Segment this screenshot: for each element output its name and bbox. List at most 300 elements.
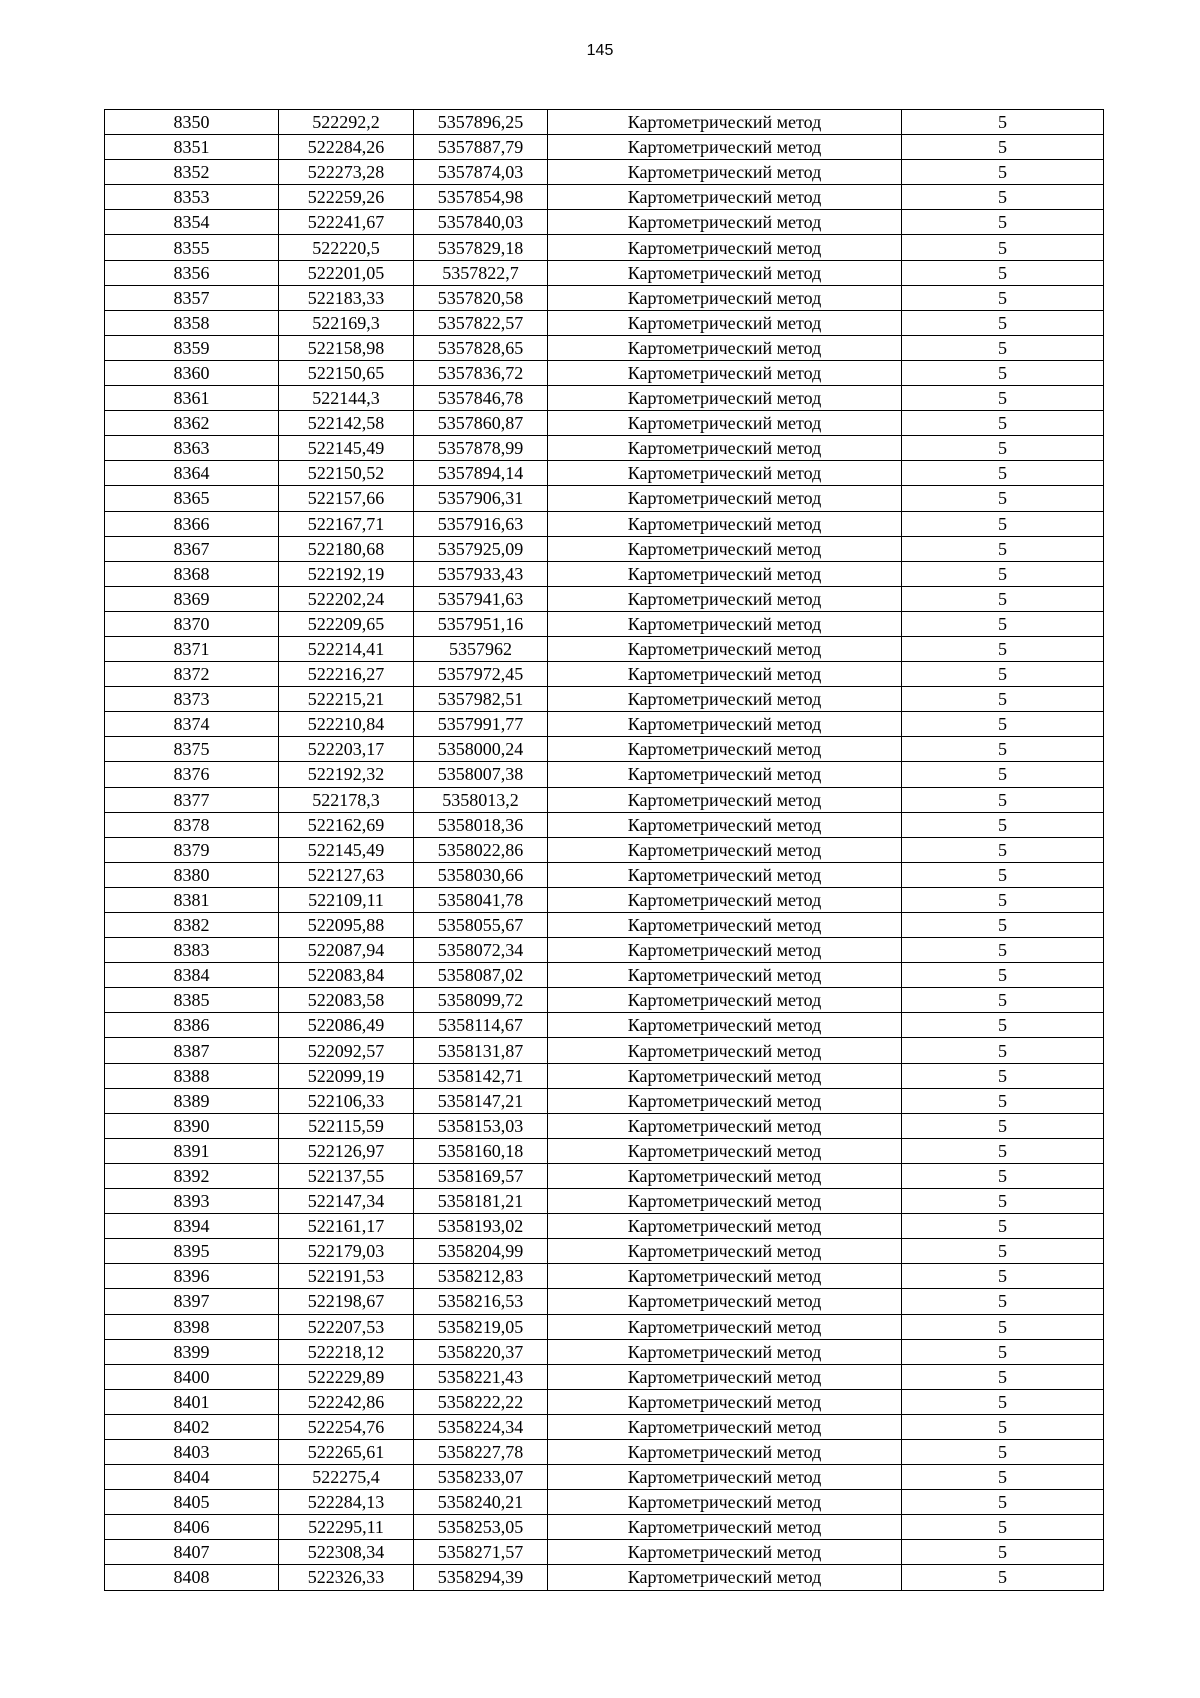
x-coordinate-cell: 522198,67 [279,1289,414,1314]
y-coordinate-cell: 5358240,21 [414,1490,548,1515]
x-coordinate-cell: 522115,59 [279,1113,414,1138]
method-cell: Картометрический метод [548,1189,902,1214]
point-number-cell: 8405 [105,1490,279,1515]
accuracy-cell: 5 [902,285,1104,310]
y-coordinate-cell: 5357822,7 [414,260,548,285]
x-coordinate-cell: 522292,2 [279,110,414,135]
y-coordinate-cell: 5358204,99 [414,1239,548,1264]
accuracy-cell: 5 [902,913,1104,938]
y-coordinate-cell: 5358153,03 [414,1113,548,1138]
method-cell: Картометрический метод [548,862,902,887]
table-row [105,988,1104,1013]
accuracy-cell: 5 [902,636,1104,661]
accuracy-cell: 5 [902,135,1104,160]
point-number-cell: 8366 [105,511,279,536]
method-cell: Картометрический метод [548,1515,902,1540]
method-cell: Картометрический метод [548,1339,902,1364]
point-number-cell: 8375 [105,737,279,762]
method-cell: Картометрический метод [548,386,902,411]
y-coordinate-cell: 5357822,57 [414,310,548,335]
method-cell: Картометрический метод [548,1389,902,1414]
y-coordinate-cell: 5357878,99 [414,436,548,461]
point-number-cell: 8379 [105,837,279,862]
point-number-cell: 8359 [105,335,279,360]
x-coordinate-cell: 522207,53 [279,1314,414,1339]
table-row [105,1113,1104,1138]
x-coordinate-cell: 522215,21 [279,687,414,712]
accuracy-cell: 5 [902,712,1104,737]
y-coordinate-cell: 5357829,18 [414,235,548,260]
accuracy-cell: 5 [902,185,1104,210]
method-cell: Картометрический метод [548,988,902,1013]
table-row [105,662,1104,687]
accuracy-cell: 5 [902,486,1104,511]
point-number-cell: 8400 [105,1364,279,1389]
method-cell: Картометрический метод [548,235,902,260]
x-coordinate-cell: 522202,24 [279,586,414,611]
coordinates-table [104,109,1104,1591]
method-cell: Картометрический метод [548,812,902,837]
method-cell: Картометрический метод [548,1565,902,1590]
method-cell: Картометрический метод [548,1439,902,1464]
method-cell: Картометрический метод [548,1314,902,1339]
point-number-cell: 8365 [105,486,279,511]
point-number-cell: 8407 [105,1540,279,1565]
point-number-cell: 8358 [105,310,279,335]
method-cell: Картометрический метод [548,1063,902,1088]
y-coordinate-cell: 5357894,14 [414,461,548,486]
point-number-cell: 8364 [105,461,279,486]
point-number-cell: 8357 [105,285,279,310]
x-coordinate-cell: 522273,28 [279,160,414,185]
table-row [105,1013,1104,1038]
table-row [105,1289,1104,1314]
y-coordinate-cell: 5358007,38 [414,762,548,787]
x-coordinate-cell: 522145,49 [279,837,414,862]
method-cell: Картометрический метод [548,110,902,135]
x-coordinate-cell: 522158,98 [279,335,414,360]
table-row [105,360,1104,385]
y-coordinate-cell: 5357840,03 [414,210,548,235]
accuracy-cell: 5 [902,887,1104,912]
point-number-cell: 8360 [105,360,279,385]
method-cell: Картометрический метод [548,913,902,938]
point-number-cell: 8404 [105,1465,279,1490]
method-cell: Картометрический метод [548,135,902,160]
method-cell: Картометрический метод [548,461,902,486]
point-number-cell: 8393 [105,1189,279,1214]
point-number-cell: 8378 [105,812,279,837]
method-cell: Картометрический метод [548,486,902,511]
point-number-cell: 8392 [105,1163,279,1188]
point-number-cell: 8363 [105,436,279,461]
y-coordinate-cell: 5358013,2 [414,787,548,812]
table-row [105,837,1104,862]
table-row [105,110,1104,135]
method-cell: Картометрический метод [548,963,902,988]
x-coordinate-cell: 522201,05 [279,260,414,285]
method-cell: Картометрический метод [548,636,902,661]
y-coordinate-cell: 5357860,87 [414,411,548,436]
table-row [105,1540,1104,1565]
accuracy-cell: 5 [902,662,1104,687]
y-coordinate-cell: 5357982,51 [414,687,548,712]
accuracy-cell: 5 [902,1163,1104,1188]
accuracy-cell: 5 [902,1138,1104,1163]
method-cell: Картометрический метод [548,687,902,712]
point-number-cell: 8362 [105,411,279,436]
table-row [105,1389,1104,1414]
x-coordinate-cell: 522209,65 [279,611,414,636]
x-coordinate-cell: 522295,11 [279,1515,414,1540]
y-coordinate-cell: 5358220,37 [414,1339,548,1364]
x-coordinate-cell: 522265,61 [279,1439,414,1464]
accuracy-cell: 5 [902,1439,1104,1464]
y-coordinate-cell: 5358233,07 [414,1465,548,1490]
table-row [105,185,1104,210]
table-row [105,1138,1104,1163]
method-cell: Картометрический метод [548,1540,902,1565]
x-coordinate-cell: 522167,71 [279,511,414,536]
x-coordinate-cell: 522242,86 [279,1389,414,1414]
method-cell: Картометрический метод [548,536,902,561]
table-row [105,1239,1104,1264]
y-coordinate-cell: 5358087,02 [414,963,548,988]
y-coordinate-cell: 5357972,45 [414,662,548,687]
accuracy-cell: 5 [902,938,1104,963]
x-coordinate-cell: 522214,41 [279,636,414,661]
table-row [105,712,1104,737]
table-row [105,1364,1104,1389]
method-cell: Картометрический метод [548,411,902,436]
point-number-cell: 8374 [105,712,279,737]
x-coordinate-cell: 522126,97 [279,1138,414,1163]
x-coordinate-cell: 522109,11 [279,887,414,912]
x-coordinate-cell: 522157,66 [279,486,414,511]
table-row [105,1515,1104,1540]
method-cell: Картометрический метод [548,561,902,586]
x-coordinate-cell: 522210,84 [279,712,414,737]
x-coordinate-cell: 522220,5 [279,235,414,260]
y-coordinate-cell: 5358193,02 [414,1214,548,1239]
y-coordinate-cell: 5358222,22 [414,1389,548,1414]
method-cell: Картометрический метод [548,436,902,461]
method-cell: Картометрический метод [548,887,902,912]
x-coordinate-cell: 522259,26 [279,185,414,210]
y-coordinate-cell: 5357962 [414,636,548,661]
method-cell: Картометрический метод [548,837,902,862]
point-number-cell: 8371 [105,636,279,661]
point-number-cell: 8383 [105,938,279,963]
x-coordinate-cell: 522178,3 [279,787,414,812]
point-number-cell: 8386 [105,1013,279,1038]
point-number-cell: 8370 [105,611,279,636]
table-row [105,1063,1104,1088]
method-cell: Картометрический метод [548,1113,902,1138]
point-number-cell: 8385 [105,988,279,1013]
x-coordinate-cell: 522326,33 [279,1565,414,1590]
table-row [105,1189,1104,1214]
point-number-cell: 8394 [105,1214,279,1239]
accuracy-cell: 5 [902,1013,1104,1038]
x-coordinate-cell: 522086,49 [279,1013,414,1038]
method-cell: Картометрический метод [548,1239,902,1264]
point-number-cell: 8356 [105,260,279,285]
point-number-cell: 8372 [105,662,279,687]
y-coordinate-cell: 5357991,77 [414,712,548,737]
y-coordinate-cell: 5358160,18 [414,1138,548,1163]
accuracy-cell: 5 [902,436,1104,461]
table-row [105,636,1104,661]
table-row [105,335,1104,360]
point-number-cell: 8351 [105,135,279,160]
x-coordinate-cell: 522145,49 [279,436,414,461]
table-row [105,561,1104,586]
accuracy-cell: 5 [902,611,1104,636]
y-coordinate-cell: 5357836,72 [414,360,548,385]
y-coordinate-cell: 5358022,86 [414,837,548,862]
table-row [105,235,1104,260]
accuracy-cell: 5 [902,1515,1104,1540]
accuracy-cell: 5 [902,1113,1104,1138]
x-coordinate-cell: 522169,3 [279,310,414,335]
y-coordinate-cell: 5358099,72 [414,988,548,1013]
accuracy-cell: 5 [902,963,1104,988]
method-cell: Картометрический метод [548,335,902,360]
accuracy-cell: 5 [902,988,1104,1013]
point-number-cell: 8390 [105,1113,279,1138]
method-cell: Картометрический метод [548,285,902,310]
accuracy-cell: 5 [902,210,1104,235]
accuracy-cell: 5 [902,160,1104,185]
method-cell: Картометрический метод [548,1214,902,1239]
method-cell: Картометрический метод [548,1088,902,1113]
accuracy-cell: 5 [902,687,1104,712]
table-row [105,938,1104,963]
y-coordinate-cell: 5358219,05 [414,1314,548,1339]
x-coordinate-cell: 522095,88 [279,913,414,938]
table-row [105,536,1104,561]
method-cell: Картометрический метод [548,1264,902,1289]
x-coordinate-cell: 522144,3 [279,386,414,411]
point-number-cell: 8391 [105,1138,279,1163]
x-coordinate-cell: 522106,33 [279,1088,414,1113]
y-coordinate-cell: 5357896,25 [414,110,548,135]
table-row [105,1264,1104,1289]
method-cell: Картометрический метод [548,185,902,210]
point-number-cell: 8397 [105,1289,279,1314]
method-cell: Картометрический метод [548,611,902,636]
method-cell: Картометрический метод [548,511,902,536]
y-coordinate-cell: 5357951,16 [414,611,548,636]
method-cell: Картометрический метод [548,938,902,963]
method-cell: Картометрический метод [548,762,902,787]
table-row [105,160,1104,185]
point-number-cell: 8369 [105,586,279,611]
point-number-cell: 8384 [105,963,279,988]
point-number-cell: 8399 [105,1339,279,1364]
table-row [105,1339,1104,1364]
x-coordinate-cell: 522241,67 [279,210,414,235]
table-row [105,1414,1104,1439]
accuracy-cell: 5 [902,787,1104,812]
y-coordinate-cell: 5357846,78 [414,386,548,411]
accuracy-cell: 5 [902,862,1104,887]
y-coordinate-cell: 5358041,78 [414,887,548,912]
table-row [105,511,1104,536]
table-row [105,310,1104,335]
x-coordinate-cell: 522284,26 [279,135,414,160]
table-row [105,611,1104,636]
x-coordinate-cell: 522083,58 [279,988,414,1013]
accuracy-cell: 5 [902,1088,1104,1113]
x-coordinate-cell: 522284,13 [279,1490,414,1515]
y-coordinate-cell: 5357874,03 [414,160,548,185]
table-row [105,210,1104,235]
y-coordinate-cell: 5358253,05 [414,1515,548,1540]
accuracy-cell: 5 [902,360,1104,385]
table-row [105,1490,1104,1515]
y-coordinate-cell: 5358147,21 [414,1088,548,1113]
point-number-cell: 8377 [105,787,279,812]
x-coordinate-cell: 522191,53 [279,1264,414,1289]
y-coordinate-cell: 5357854,98 [414,185,548,210]
accuracy-cell: 5 [902,1465,1104,1490]
y-coordinate-cell: 5357906,31 [414,486,548,511]
x-coordinate-cell: 522203,17 [279,737,414,762]
y-coordinate-cell: 5358227,78 [414,1439,548,1464]
table-row [105,285,1104,310]
table-row [105,260,1104,285]
x-coordinate-cell: 522083,84 [279,963,414,988]
method-cell: Картометрический метод [548,737,902,762]
page-number: 145 [586,42,614,59]
method-cell: Картометрический метод [548,712,902,737]
y-coordinate-cell: 5358181,21 [414,1189,548,1214]
accuracy-cell: 5 [902,1289,1104,1314]
point-number-cell: 8401 [105,1389,279,1414]
x-coordinate-cell: 522142,58 [279,411,414,436]
accuracy-cell: 5 [902,1189,1104,1214]
point-number-cell: 8352 [105,160,279,185]
y-coordinate-cell: 5357925,09 [414,536,548,561]
table-row [105,1214,1104,1239]
method-cell: Картометрический метод [548,1163,902,1188]
method-cell: Картометрический метод [548,1013,902,1038]
y-coordinate-cell: 5358216,53 [414,1289,548,1314]
accuracy-cell: 5 [902,1214,1104,1239]
accuracy-cell: 5 [902,461,1104,486]
x-coordinate-cell: 522192,19 [279,561,414,586]
point-number-cell: 8350 [105,110,279,135]
point-number-cell: 8382 [105,913,279,938]
y-coordinate-cell: 5358224,34 [414,1414,548,1439]
accuracy-cell: 5 [902,737,1104,762]
method-cell: Картометрический метод [548,260,902,285]
point-number-cell: 8398 [105,1314,279,1339]
table-row [105,436,1104,461]
accuracy-cell: 5 [902,586,1104,611]
x-coordinate-cell: 522218,12 [279,1339,414,1364]
x-coordinate-cell: 522216,27 [279,662,414,687]
accuracy-cell: 5 [902,536,1104,561]
accuracy-cell: 5 [902,1565,1104,1590]
accuracy-cell: 5 [902,1264,1104,1289]
x-coordinate-cell: 522162,69 [279,812,414,837]
table-row [105,1163,1104,1188]
x-coordinate-cell: 522150,52 [279,461,414,486]
accuracy-cell: 5 [902,1389,1104,1414]
accuracy-cell: 5 [902,260,1104,285]
point-number-cell: 8381 [105,887,279,912]
accuracy-cell: 5 [902,1314,1104,1339]
x-coordinate-cell: 522147,34 [279,1189,414,1214]
point-number-cell: 8388 [105,1063,279,1088]
accuracy-cell: 5 [902,1490,1104,1515]
accuracy-cell: 5 [902,1339,1104,1364]
table-row [105,1038,1104,1063]
method-cell: Картометрический метод [548,1138,902,1163]
y-coordinate-cell: 5357933,43 [414,561,548,586]
x-coordinate-cell: 522254,76 [279,1414,414,1439]
y-coordinate-cell: 5358055,67 [414,913,548,938]
accuracy-cell: 5 [902,1063,1104,1088]
x-coordinate-cell: 522275,4 [279,1465,414,1490]
point-number-cell: 8403 [105,1439,279,1464]
method-cell: Картометрический метод [548,662,902,687]
x-coordinate-cell: 522229,89 [279,1364,414,1389]
y-coordinate-cell: 5358271,57 [414,1540,548,1565]
y-coordinate-cell: 5357828,65 [414,335,548,360]
x-coordinate-cell: 522192,32 [279,762,414,787]
x-coordinate-cell: 522308,34 [279,1540,414,1565]
table-row [105,386,1104,411]
y-coordinate-cell: 5358114,67 [414,1013,548,1038]
table-row [105,862,1104,887]
table-row [105,812,1104,837]
accuracy-cell: 5 [902,310,1104,335]
method-cell: Картометрический метод [548,1490,902,1515]
method-cell: Картометрический метод [548,1414,902,1439]
table-row [105,461,1104,486]
y-coordinate-cell: 5358072,34 [414,938,548,963]
accuracy-cell: 5 [902,762,1104,787]
method-cell: Картометрический метод [548,787,902,812]
point-number-cell: 8368 [105,561,279,586]
table-row [105,1314,1104,1339]
method-cell: Картометрический метод [548,160,902,185]
method-cell: Картометрический метод [548,1038,902,1063]
y-coordinate-cell: 5357916,63 [414,511,548,536]
accuracy-cell: 5 [902,1414,1104,1439]
point-number-cell: 8396 [105,1264,279,1289]
x-coordinate-cell: 522137,55 [279,1163,414,1188]
table-row [105,486,1104,511]
x-coordinate-cell: 522127,63 [279,862,414,887]
table-row [105,913,1104,938]
table-row [105,787,1104,812]
point-number-cell: 8354 [105,210,279,235]
accuracy-cell: 5 [902,561,1104,586]
y-coordinate-cell: 5358294,39 [414,1565,548,1590]
method-cell: Картометрический метод [548,1289,902,1314]
y-coordinate-cell: 5358018,36 [414,812,548,837]
point-number-cell: 8355 [105,235,279,260]
accuracy-cell: 5 [902,386,1104,411]
table-row [105,135,1104,160]
point-number-cell: 8353 [105,185,279,210]
method-cell: Картометрический метод [548,210,902,235]
